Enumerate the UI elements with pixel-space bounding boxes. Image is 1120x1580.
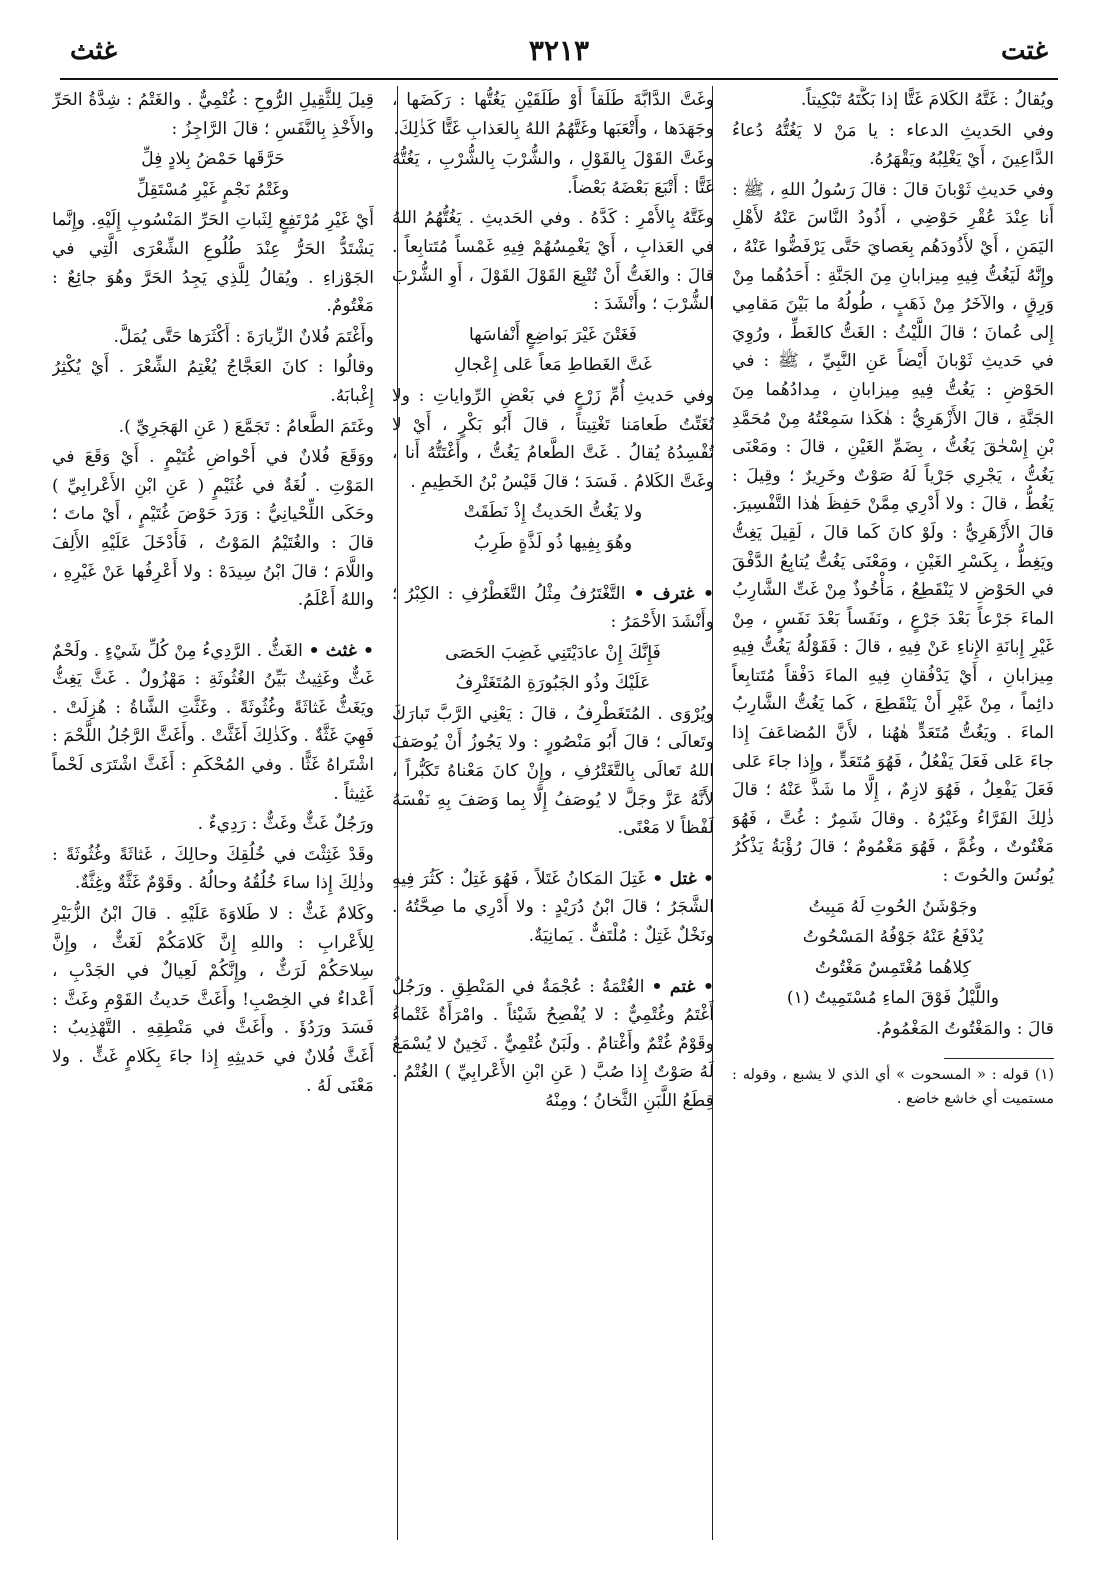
verse-line: غَتَّ الغَطاطِ مَعاً عَلى إِعْجالِ [453, 355, 653, 376]
text-paragraph: وأَغْتَمَ فُلانٌ الزِّيارَةَ : أَكْثَرَها حَتَّى يُمَلَّ. [113, 326, 374, 347]
header-root-word-right: غتت [1001, 36, 1048, 66]
text-paragraph: ورَجُلٌ غَثٌّ وغَثٌّ : رَدِيءٌ . [197, 814, 374, 835]
verse-line: وجَوْشَنُ الحُوتِ لَهُ مَبِيتُ [808, 896, 978, 917]
entry-text: الغَثُّ . الرَّدِيءُ مِنْ كُلِّ شَيْءٍ . ولَحْمٌ غَثٌّ وغَثِيثٌ بَيِّنُ الغُثُوثَةِ : مَهْزُولٌ . غَثَّ يَغِثُّ ويَغَثُّ غَثاثَةً وغُثُوثَةً . وغَثَّتِ الشَّاةُ : هُزِلَتْ . فَهِيَ غَثَّةٌ . وكَذٰلِكَ أَغَثَّتْ . وأَغَثَّ الرَّجُلُ اللَّحْمَ : اشْتَراهُ غَثًّا . وفي المُحْكَمِ : أَغَثَّ اشْتَرَى لَحْماً غَثِيثاً . [52, 640, 374, 804]
footnote: (١) قوله : « المسحوت » أي الذي لا يشبع ، وقوله : مستميت أي خاشع خاضع . [732, 1066, 1054, 1107]
header-root-word-left: غثث [70, 36, 117, 66]
verse-line: يُدْفَعُ عَنْهُ جَوْفُهُ المَسْحُوتُ [802, 927, 984, 948]
entry-text: الغُتْمَةُ : عُجْمَةٌ في المَنْطِقِ . ورَجُلٌ أَغْتَمُ وغُتْمِيٌّ : لا يُفْصِحُ شَيْئاً . وامْرَأَةٌ غَتْماءُ وقَوْمٌ غُتْمٌ وأَغْتامٌ . ولَبَنٌ غُتْمِيٌّ . ثَخِينٌ لا يُسْمَعُ لَهُ صَوْتٌ إِذا صُبَّ ( عَنِ ابْنِ الأَعْرابِيِّ ) الغُتْمُ . قِطَعُ اللَّبَنِ الثَّخانُ ؛ ومِنْهُ [392, 976, 714, 1111]
entry-text: غَتِلَ المَكانُ غَتَلاً ، فَهُوَ غَتِلٌ : كَثُرَ فِيهِ الشَّجَرُ ؛ قالَ ابْنُ دُرَيْدٍ : ولا أَدْرِي ما صِحَّتُهُ . ونَخْلٌ غَتِلٌ : مُلْتَفٌّ . يَمانِيَةٌ. [392, 868, 714, 947]
text-paragraph: وغَتَّ الدَّابَّةَ طَلَقاً أَوْ طَلَقَيْنِ يَغُتُّها : رَكَضَها ، وجَهَدَها ، وأَتْعَبَها وغَتَّهُمُ اللهُ بِالعَذابِ غَتًّا كَذٰلِكَ. [392, 90, 714, 139]
entry-headword: • غثث • [308, 640, 374, 661]
text-paragraph: قِيلَ لِلثَّقِيلِ الرُّوحِ : غُتْمِيٌّ . والغَتْمُ : شِدَّةُ الحَرِّ والأَخْذِ بِالنَّفَسِ ؛ قالَ الرَّاجِزُ : [52, 90, 374, 139]
text-paragraph: ووَقَعَ فُلانٌ في أَحْواضِ غُتَيْمٍ . أَيْ وَقَعَ في المَوْتِ . لُغَةٌ في غُثَيْمٍ ( عَنِ ابْنِ الأَعْرابِيِّ ) وحَكَى اللِّحْيانِيُّ : وَرَدَ حَوْضَ غُتَيْمٍ ، أَيْ ماتَ ؛ قالَ : والغُتَيْمُ المَوْتُ ، فَأَدْخَلَ عَلَيْهِ الأَلِفَ واللَّامَ ؛ قالَ ابْنُ سِيدَهْ : ولا أَعْرِفُها عَنْ غَيْرِهِ ، واللهُ أَعْلَمُ. [52, 447, 374, 611]
text-paragraph: وقالُوا : كانَ العَجَّاجُ يُغْتِمُ الشِّعْرَ . أَيْ يُكْثِرُ إِغْبابَهُ. [52, 357, 374, 406]
entry-headword: • غتم • [651, 976, 714, 997]
verse-line: فَغَتْنَ غَيْرَ بَواضِعٍ أَنْفاسَها [468, 324, 638, 345]
column-right [732, 86, 1054, 1540]
text-paragraph: قالَ : والمَغْتُوتُ المَغْمُومُ. [875, 1019, 1054, 1039]
column-left [52, 86, 374, 1540]
text-paragraph: وغَتَّ القَوْلَ بِالقَوْلِ ، والشُّرْبَ بِالشُّرْبِ ، يَغُتُّهُ غَتًّا : أَتْبَعَ بَعْضَهُ بَعْضاً. [392, 149, 714, 198]
entry-paragraph [52, 637, 374, 809]
entry-paragraph [392, 973, 714, 1116]
text-paragraph: وغَتَمَ الطَّعامُ : تَجَمَّعَ ( عَنِ الهَجَرِيِّ ). [118, 416, 374, 437]
verse-line: حَرَّقَها حَمْضُ بِلادٍ فِلِّ [141, 149, 285, 170]
entry-paragraph [392, 580, 714, 637]
entry-paragraph [392, 865, 714, 951]
text-paragraph: وفي حَديثِ ثَوْبانَ قالَ : قالَ رَسُولُ اللهِ ، ﷺ : أَنا عِنْدَ عُقْرِ حَوْضِي ، أَذُودُ النَّاسَ عَنْهُ لأَهْلِ اليَمَنِ ، أَيْ لأَذُودَهُم بِعَصايَ حَتَّى يَرْفَضُّوا عَنْهُ ، وإِنَّهُ لَيَغُتُّ فِيهِ مِيزابانِ مِنَ الجَنَّةِ : أَحَدُهُما مِنْ وَرِقٍ ، والآخَرُ مِنْ ذَهَبٍ ، طُولُهُ ما بَيْنَ مَقامِي إِلى عُمانَ ؛ قالَ اللَّيْثُ : الغَتُّ كالغَطِّ ، ورُوِيَ في حَديثِ ثَوْبانَ أَيْضاً عَنِ النَّبِيِّ ، ﷺ : في الحَوْضِ : يَغُتُّ فِيهِ مِيزابانِ ، مِدادُهُما مِنَ الجَنَّةِ ، قالَ الأَزْهَرِيُّ : هٰكَذا سَمِعْتُهُ مِنْ مُحَمَّدِ بْنِ إِسْحٰقَ يَغُتُّ ، بِضَمِّ الغَيْنِ ، قالَ : ومَعْنَى يَغُتُّ ، يَجْرِي جَرْياً لَهُ صَوْتٌ وخَرِيرٌ ؛ وقِيلَ : يَغُطُّ ، قالَ : ولا أَدْرِي مِمَّنْ حَفِظَ هٰذا التَّفْسِيرَ. قالَ الأَزْهَرِيُّ : ولَوْ كانَ كَما قالَ ، لَقِيلَ يَغِتُّ ويَغِطُّ ، بِكَسْرِ الغَيْنِ ، ومَعْنَى يَغُتُّ يُتابِعُ الدَّفْقَ في الحَوْضِ لا يَنْقَطِعُ ، مَأْخُوذٌ مِنْ غَتِّ الشَّارِبُ الماءَ جَرْعاً بَعْدَ جَرْعٍ ، ونَفَساً بَعْدَ نَفَسٍ ، مِنْ غَيْرِ إِبانَةِ الإِناءِ عَنْ فِيهِ ، قالَ : فَقَوْلُهُ يَغُتُّ فِيهِ مِيزابانِ ، أَيْ يَدْفُقانِ فِيهِ الماءَ دَفْقاً مُتَتابِعاً دائِماً ، مِنْ غَيْرِ أَنْ يَنْقَطِعَ ، كَما يَغُتُّ الشَّارِبُ الماءَ . ويَغُتُّ مُتَعَدٍّ هٰهُنا ، لأَنَّ المُضاعَفَ إِذا جاءَ عَلى فَعَلَ يَفْعُلُ ، فَهُوَ مُتَعَدٍّ ، وإِذا جاءَ عَلى فَعَلَ يَفْعِلُ ، فَهُوَ لازِمٌ ، إِلَّا ما شَذَّ عَنْهُ ؛ قالَ ذٰلِكَ الفَرَّاءُ وغَيْرُهُ . وقالَ شَمِرٌ : غُتَّ ، فَهُوَ مَغْتُوتٌ ، وغُمَّ ، فَهُوَ مَغْمُومٌ ؛ قالَ رُؤْبَةُ يَذْكُرُ يُونُسَ والحُوتَ : [732, 179, 1054, 887]
verse-line: وهُوَ بِفِيها ذُو لَذَّةٍ طَرِبُ [473, 532, 633, 553]
text-paragraph: وفي حَديثِ أُمِّ زَرْعٍ في بَعْضِ الرِّواياتِ : ولا تُغَتِّتُ طَعامَنا تَغْتِيتاً ، قالَ أَبُو بَكْرٍ ، أَيْ لا تُفْسِدُهُ يُقالُ . غَتَّ الطَّعامُ يَغُتُّ ، وأَغْتَتُّهُ أَنا ، وغَتَّ الكَلامُ . فَسَدَ ؛ قالَ قَيْسُ بْنُ الخَطِيمِ . [392, 385, 714, 492]
verse-line: ولا يَغُتُّ الحَديثُ إِذْ نَطَقَتْ [463, 502, 643, 523]
column-middle [392, 86, 714, 1540]
page-number: ٣٢١٣ [528, 34, 590, 67]
entry-text: التَّغْتَرُفُ مِثْلُ التَّغَطْرُفِ : الكِبْرُ ؛ وأَنْشَدَ الأَحْمَرُ : [392, 583, 714, 633]
header-rule [60, 78, 1058, 80]
verse-line: وغَتْمُ نَجْمٍ غَيْرِ مُسْتَقِلِّ [136, 179, 290, 200]
verse-line: فَإِنَّكَ إِنْ عادَيْتَنِي غَضِبَ الحَصَى [445, 642, 661, 663]
footnote-rule [944, 1058, 1054, 1059]
text-paragraph: وقَدْ غَثِثْتَ في خُلُقِكَ وحالِكَ ، غَثاثَةً وغُثُوثَةً : وذٰلِكَ إِذا ساءَ خُلُقُهُ وحالُهُ . وقَوْمٌ غَثَّةٌ وغِثَّةٌ. [52, 844, 374, 894]
text-paragraph: وفي الحَديثِ الدعاء : يا مَنْ لا يَغُتُّهُ دُعاءُ الدَّاعِينَ ، أَيْ يَغْلِبُهُ ويَقْهَرُهُ. [732, 120, 1054, 170]
entry-headword: • غترف • [633, 583, 714, 604]
verse-line: عَلَيْكَ وذُو الجَبُورَةِ المُتَغَتْرِفُ [455, 673, 651, 694]
page-header [60, 30, 1058, 80]
text-paragraph: ويُقالُ : غَتَّهُ الكَلامَ غَتًّا إذا بَكَّتَهُ تَبْكِيتاً. [800, 90, 1054, 110]
verse-line: كِلاهُما مُغْتَمِسٌ مَغْتُوتُ [815, 957, 971, 978]
verse-line: واللَّيْلُ فَوْقَ الماءِ مُسْتَمِيتُ (١) [786, 988, 1000, 1009]
entry-headword: • غتل • [652, 868, 714, 889]
text-paragraph: ويُرْوَى . المُتَغَطْرِفُ ، قالَ : يَعْنِي الرَّبَّ تَبارَكَ وتَعالَى ؛ قالَ أَبُو مَنْصُورٍ : ولا يَجُوزُ أَنْ يُوصَفَ اللهُ تَعالَى بِالتَّغَتْرُفِ ، وإِنْ كانَ مَعْناهُ تَكَبُّراً ، لأَنَّهُ عَزَّ وجَلَّ لا يُوصَفُ إِلَّا بِما وَصَفَ بِهِ نَفْسَهُ لَفْظاً لا مَعْنًى. [392, 703, 714, 839]
text-paragraph: وغَتَّهُ بِالأَمْرِ : كَدَّهُ . وفي الحَديثِ . يَغُتُّهُمُ اللهُ في العَذابِ ، أَيْ يَغْمِسُهُمْ فِيهِ غَمْساً مُتَتابِعاً . قالَ : والغَتُّ أَنْ تُتْبِعَ القَوْلَ القَوْلَ ، أَوِ الشُّرْبَ الشُّرْبَ ؛ وأَنْشَدَ : [392, 208, 714, 315]
text-paragraph: وكَلامٌ غَثٌّ : لا طَلاوَةَ عَلَيْهِ . قالَ ابْنُ الزُّبَيْرِ لِلأَعْرابِ : واللهِ إِنَّ كَلامَكُمْ لَغَثٌّ ، وإِنَّ سِلاحَكُمْ لَرَثٌّ ، وإِنَّكُمْ لَعِيالٌ في الجَدْبِ ، أَعْداءٌ في الخِصْبِ! وأَغَثَّ حَديثُ القَوْمِ وغَثَّ : فَسَدَ ورَدُؤَ . وأَغَثَّ في مَنْطِقِهِ . التَّهْذِيبُ : أَغَثَّ فُلانٌ في حَديثِهِ إِذا جاءَ بِكَلامٍ غَثٍّ . ولا مَعْنَى لَهُ . [52, 904, 374, 1096]
text-paragraph: أَيْ غَيْرِ مُرْتَفِعٍ لِثَباتِ الحَرِّ المَنْسُوبِ إِلَيْهِ. وإِنَّما يَشْتَدُّ الحَرُّ عِنْدَ طُلُوعِ الشِّعْرَى الَّتِي في الجَوْزاءِ . ويُقالُ لِلَّذِي يَجِدُ الحَرَّ وهُوَ جائِعٌ : مَغْتُومٌ. [52, 210, 374, 317]
column-divider [397, 86, 398, 1540]
